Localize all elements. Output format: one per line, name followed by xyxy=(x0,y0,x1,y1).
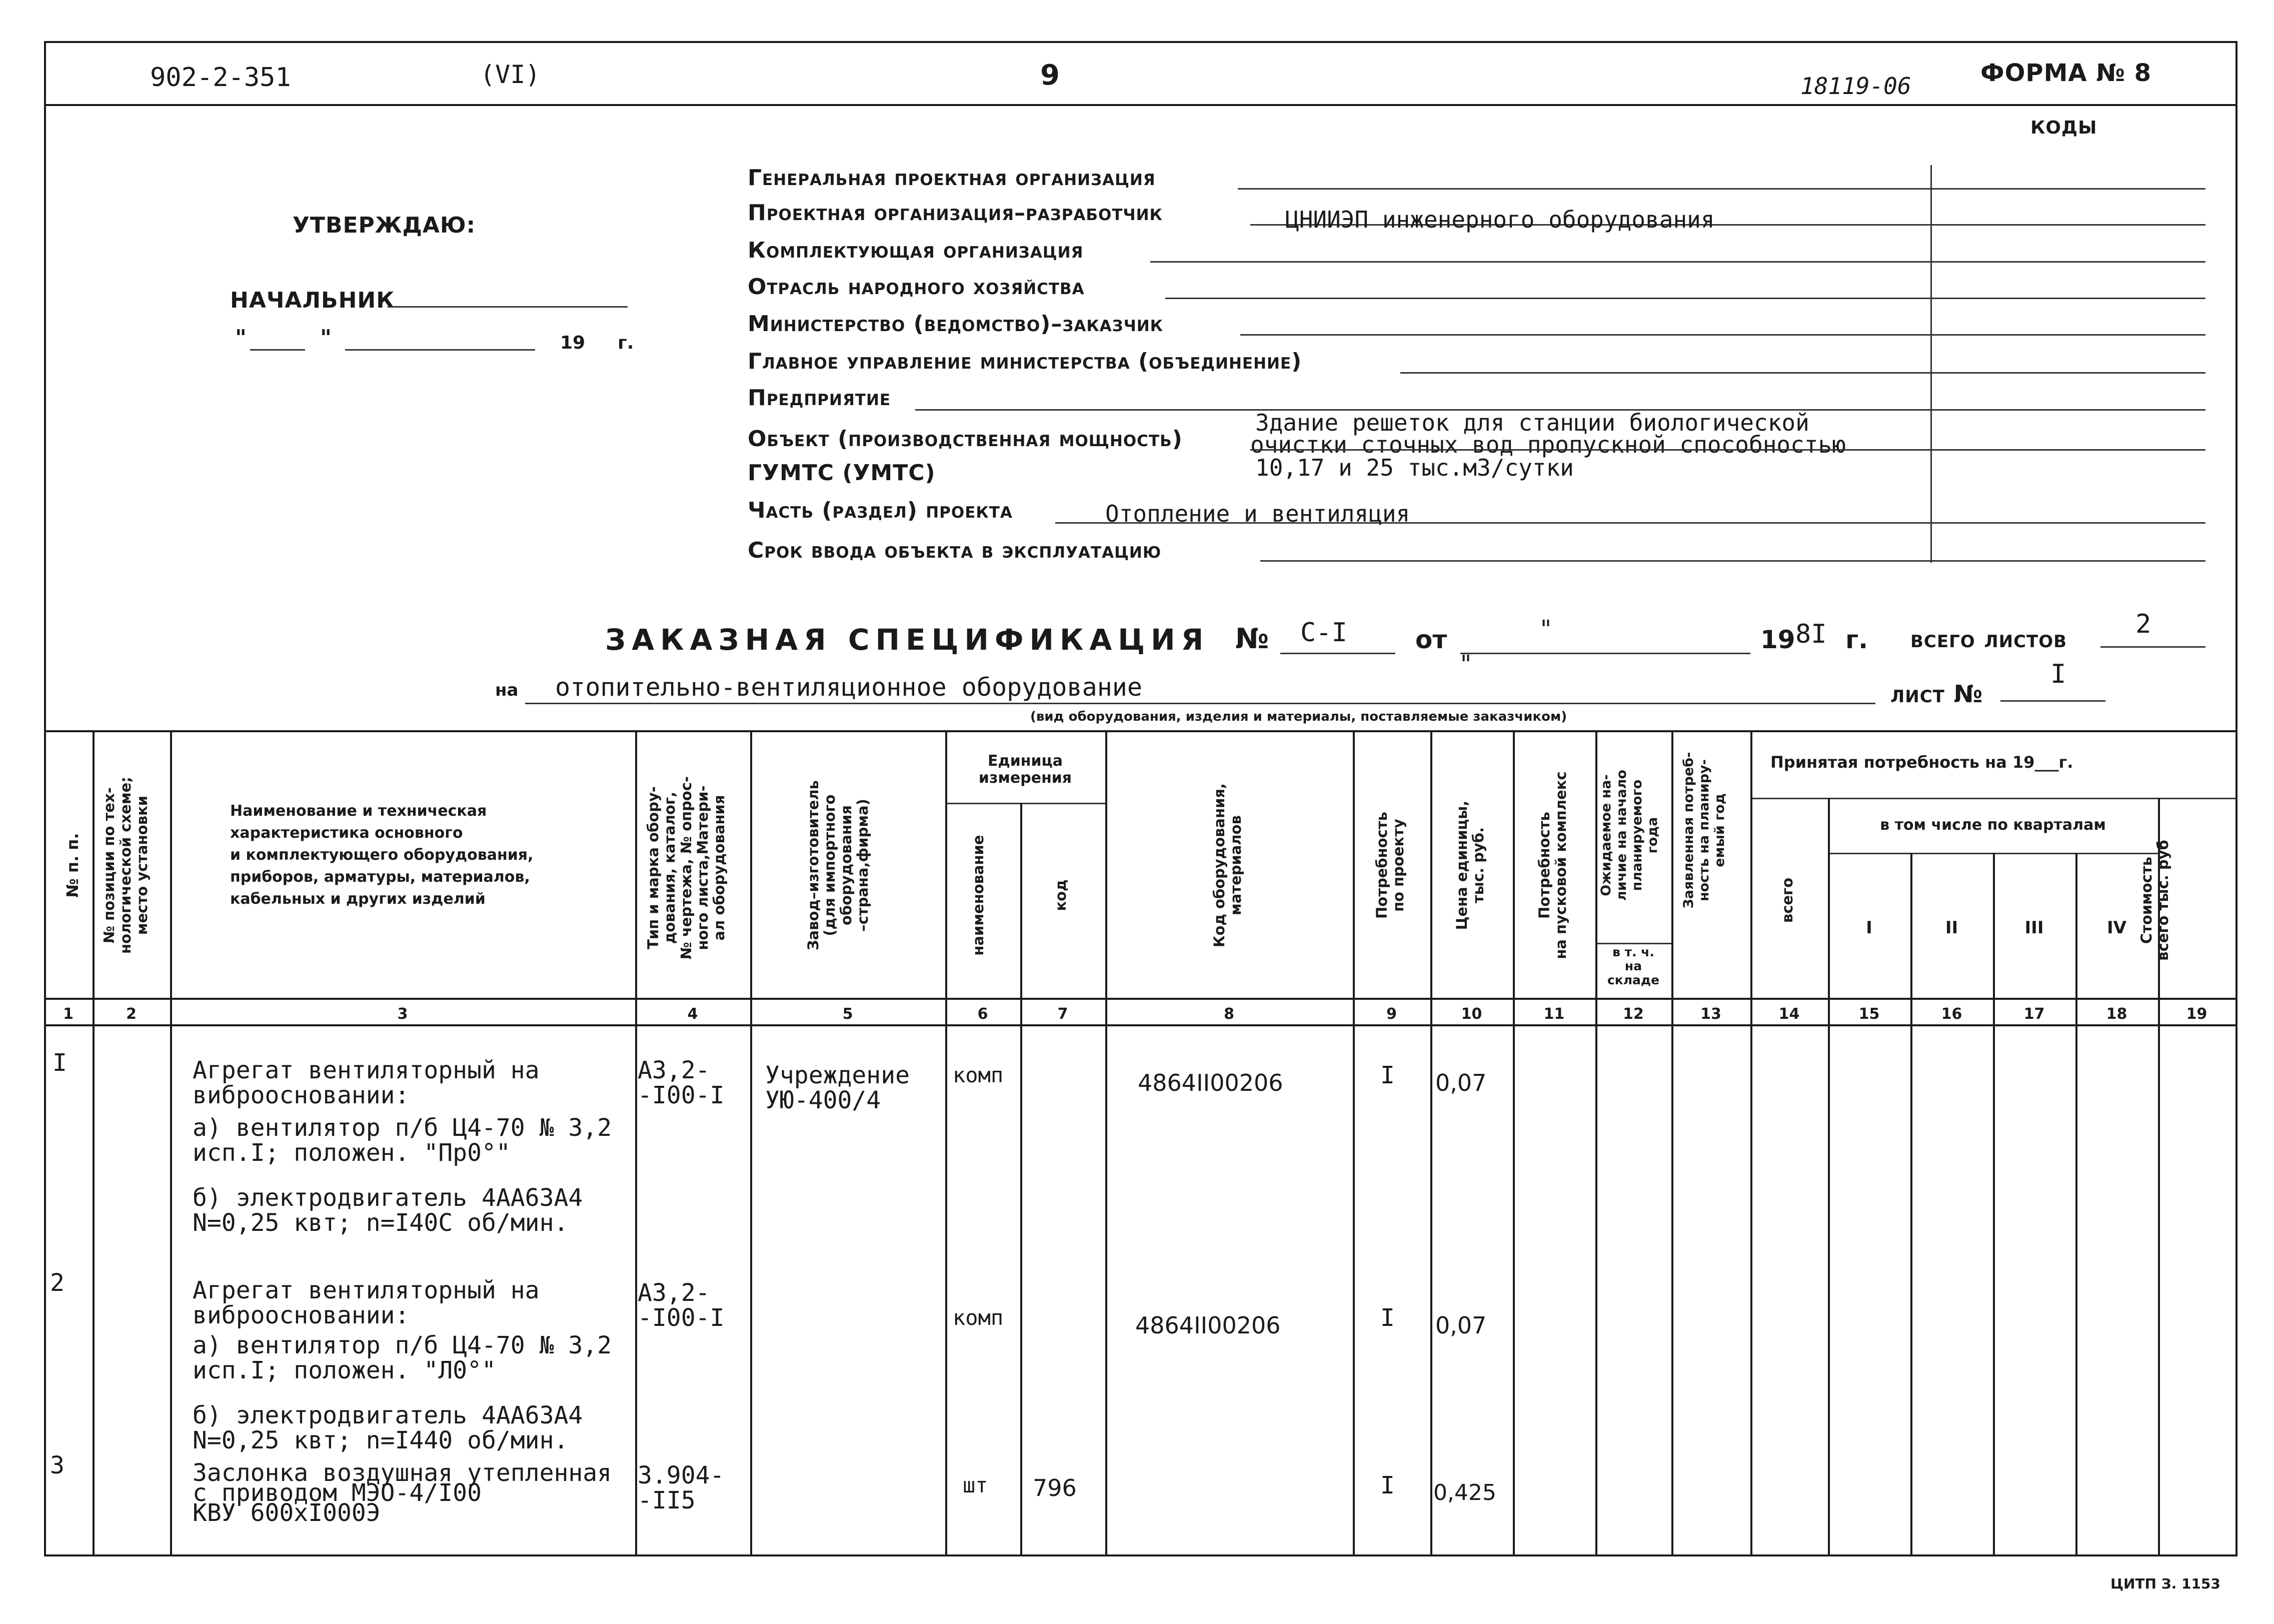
date-day-line xyxy=(250,349,305,351)
col-number: 12 xyxy=(1623,1005,1644,1023)
col-line xyxy=(93,730,95,1554)
col-line xyxy=(1020,803,1022,1554)
item-sub-a: а) вентилятор п/б Ц4-70 № 3,2 исп.I; положен. "Л0°" xyxy=(193,1331,612,1384)
sheet-label: лист № xyxy=(1890,680,1983,708)
item-maker: Учреждение УЮ-400/4 xyxy=(765,1061,910,1114)
org-field-line xyxy=(1238,188,2205,190)
col-line xyxy=(1353,730,1355,1554)
col-number: 11 xyxy=(1543,1005,1565,1023)
org-field-line xyxy=(1400,372,2205,374)
header-q1: I xyxy=(1866,918,1872,938)
page-number: 9 xyxy=(1040,59,1060,92)
col-number: 10 xyxy=(1461,1005,1482,1023)
col-number: 9 xyxy=(1386,1005,1397,1023)
header-c1: № п. п. xyxy=(63,833,82,898)
col-line xyxy=(1430,730,1432,1554)
col-line xyxy=(1595,730,1597,1554)
item-price: 0,07 xyxy=(1435,1069,1487,1096)
header-c4: Тип и марка обору- дования, каталог, № чертежа, № опрос- ного листа,Матери- ал оборудования xyxy=(645,776,728,960)
header-c7: код xyxy=(1052,879,1069,911)
spec-date-line xyxy=(1460,653,1750,654)
org-field-label: Срок ввода объекта в эксплуатацию xyxy=(748,538,1162,563)
header-c6: наименование xyxy=(970,835,987,956)
header-c3: Наименование и техническая характеристика основного и комплектующего оборудования, приборов, арматуры, материалов, кабельных и других изделий xyxy=(230,802,534,908)
header-unit-group: Единица измерения xyxy=(978,752,1072,787)
header-c12b: в т. ч. на складе xyxy=(1607,945,1660,987)
project-part-value: Отопление и вентиляция xyxy=(1105,500,1410,527)
col-line xyxy=(2075,853,2077,1554)
spec-subject-caption: (вид оборудования, изделия и материалы, поставляемые заказчиком) xyxy=(1030,709,1567,724)
header-c12: Ожидаемое на- личие на начало планируемого года xyxy=(1598,769,1660,901)
col-line xyxy=(750,730,752,1554)
col-number: 8 xyxy=(1224,1005,1234,1023)
item-name: Заслонка воздушная утепленная с приводом МЭО-4/I00 КВУ 600хI000Э xyxy=(193,1459,612,1527)
item-type: А3,2- -I00-I xyxy=(638,1056,725,1109)
org-field-label: Проектная организация–разработчик xyxy=(748,200,1163,226)
total-sheets-line xyxy=(2100,646,2205,648)
table-top xyxy=(44,730,2237,732)
spec-number-line xyxy=(1280,653,1395,654)
org-field-label: Комплектующая организация xyxy=(748,238,1084,263)
col-number: 6 xyxy=(977,1005,988,1023)
org-field-label: Отрасль народного хозяйства xyxy=(748,274,1085,300)
spec-number-label: № xyxy=(1235,623,1269,655)
table-header-bottom xyxy=(44,998,2237,1000)
approve-label: УТВЕРЖДАЮ: xyxy=(293,213,476,238)
header-q2: II xyxy=(1945,918,1958,938)
spec-date-quote-close: " xyxy=(1460,650,1472,678)
org-field-line xyxy=(1150,261,2205,263)
spec-year-prefix: 19 xyxy=(1760,625,1795,654)
item-sub-b: б) электродвигатель 4АА63А4 N=0,25 квт; n=I40С об/мин. xyxy=(193,1184,583,1237)
item-type: 3.904- -II5 xyxy=(638,1461,725,1514)
col-number-row-bottom xyxy=(44,1024,2237,1026)
col-line xyxy=(1671,730,1673,1554)
spec-date-quote-open: " xyxy=(1540,615,1552,643)
spec-from-label: от xyxy=(1415,625,1447,654)
item-price: 0,425 xyxy=(1433,1480,1496,1505)
item-unit: комп xyxy=(953,1063,1004,1087)
print-mark: ЦИТП З. 1153 xyxy=(2110,1575,2220,1592)
item-code: 4864II00206 xyxy=(1135,1312,1281,1339)
col-line xyxy=(1513,730,1515,1554)
header-quarters: в том числе по кварталам xyxy=(1880,816,2106,834)
col-number: 3 xyxy=(397,1005,408,1023)
header-c9: Потребность по проекту xyxy=(1373,812,1407,919)
archive-number: 18119-06 xyxy=(1800,73,1911,100)
col-line xyxy=(1828,798,1830,1554)
col-number: 14 xyxy=(1778,1005,1800,1023)
col-number: 16 xyxy=(1941,1005,1962,1023)
codes-label: КОДЫ xyxy=(2030,118,2097,138)
header-c5: Завод–изготовитель (для импортного оборудования –страна,фирма) xyxy=(805,780,871,951)
frame-top xyxy=(44,41,2237,43)
item-qty: I xyxy=(1380,1304,1395,1332)
item-qty: I xyxy=(1380,1061,1395,1089)
col-number: 13 xyxy=(1700,1005,1721,1023)
header-q3: III xyxy=(2024,918,2044,938)
header-c10: Цена единицы, тыс. руб. xyxy=(1453,800,1487,930)
total-sheets-value: 2 xyxy=(2135,609,2151,639)
item-name: Агрегат вентиляторный на виброосновании: xyxy=(193,1276,540,1329)
org-field-line xyxy=(1165,298,2205,299)
item-unit-code: 796 xyxy=(1033,1474,1077,1501)
object-value-line-3: 10,17 и 25 тыс.м3/сутки xyxy=(1255,454,1574,481)
item-qty: I xyxy=(1380,1471,1395,1499)
col-line xyxy=(635,730,637,1554)
col-line xyxy=(170,730,172,1554)
spec-title: ЗАКАЗНАЯ СПЕЦИФИКАЦИЯ xyxy=(605,623,1210,657)
col-line xyxy=(1993,853,1995,1554)
col-number: 15 xyxy=(1858,1005,1880,1023)
frame-right xyxy=(2235,41,2237,1556)
col-line xyxy=(1910,853,1912,1554)
col-number: 5 xyxy=(842,1005,853,1023)
object-value-line-2: очистки сточных вод пропускной способностью xyxy=(1250,431,1846,458)
object-value-line-1: Здание решеток для станции биологической xyxy=(1255,409,1809,436)
chief-signature-line xyxy=(388,306,628,308)
col-line xyxy=(1105,730,1107,1554)
sheet-value: I xyxy=(2050,659,2066,689)
form-label: ФОРМА № 8 xyxy=(1980,59,2152,87)
unit-group-divider xyxy=(945,803,1105,804)
col-number: 18 xyxy=(2106,1005,2127,1023)
col-number: 17 xyxy=(2023,1005,2045,1023)
col-line xyxy=(1750,730,1752,1554)
header-q4: IV xyxy=(2107,918,2126,938)
org-field-label: Объект (производственная мощность) xyxy=(748,426,1183,452)
row-number: 3 xyxy=(50,1451,65,1479)
org-field-label: Генеральная проектная организация xyxy=(748,165,1156,191)
org-field-value: ЦНИИЭП инженерного оборудования xyxy=(1285,206,1715,233)
date-year-prefix: 19 xyxy=(560,333,586,353)
object-line xyxy=(1250,449,2205,451)
col-number: 1 xyxy=(63,1005,74,1023)
item-unit: комп xyxy=(953,1305,1004,1330)
accepted-group-divider xyxy=(1750,798,2235,799)
header-c8: Код оборудования, материалов xyxy=(1211,783,1244,948)
col-number: 19 xyxy=(2186,1005,2207,1023)
item-code: 4864II00206 xyxy=(1138,1069,1283,1096)
org-field-line xyxy=(1240,334,2205,336)
sheet-line xyxy=(2000,700,2105,702)
header-accepted: Принятая потребность на 19___г. xyxy=(1770,753,2073,772)
total-sheets-label: всего листов xyxy=(1910,625,2067,653)
volume-number: (VI) xyxy=(480,60,541,89)
item-name: Агрегат вентиляторный на виброосновании: xyxy=(193,1056,540,1109)
org-field-label: Министерство (ведомство)–заказчик xyxy=(748,311,1164,337)
item-type: А3,2- -I00-I xyxy=(638,1279,725,1332)
date-month-line xyxy=(345,349,535,351)
org-field-label: Главное управление министерства (объединение) xyxy=(748,349,1302,374)
chief-label: НАЧАЛЬНИК xyxy=(230,288,395,313)
date-quote-close: " xyxy=(320,325,332,351)
date-year-suffix: г. xyxy=(618,333,634,353)
item-sub-b: б) электродвигатель 4АА63А4 N=0,25 квт; n=I440 об/мин. xyxy=(193,1401,583,1454)
table-bottom xyxy=(44,1554,2237,1556)
spec-subject: отопительно-вентиляционное оборудование xyxy=(555,673,1142,702)
header-c2: № позиции по тех- нологической схеме; место установки xyxy=(101,777,151,954)
spec-number: С-I xyxy=(1300,618,1347,648)
spec-year-suffix: г. xyxy=(1845,625,1868,654)
header-bar-bottom xyxy=(44,104,2237,106)
header-c19: Стоимость всего тыс. руб xyxy=(2138,840,2171,961)
org-field-label: ГУМТС (УМТС) xyxy=(748,460,936,486)
col-number: 4 xyxy=(687,1005,698,1023)
item-price: 0,07 xyxy=(1435,1312,1487,1339)
org-field-label: Часть (раздел) проекта xyxy=(748,498,1013,523)
row-number: 2 xyxy=(50,1269,65,1297)
col-line xyxy=(945,730,947,1554)
spec-subject-line xyxy=(525,703,1875,704)
date-quote-open: " xyxy=(235,325,247,351)
item-sub-a: а) вентилятор п/б Ц4-70 № 3,2 исп.I; положен. "Пр0°" xyxy=(193,1114,612,1167)
header-c14: всего xyxy=(1779,877,1796,923)
item-unit: шт xyxy=(963,1473,988,1497)
spec-on-label: на xyxy=(495,680,519,700)
header-c13: Заявленная потреб- ность на планиру- емый год xyxy=(1681,752,1727,909)
spec-year: 8I xyxy=(1795,619,1827,649)
org-field-line xyxy=(1260,560,2205,562)
doc-code: 902-2-351 xyxy=(150,63,291,93)
row-number: I xyxy=(53,1049,67,1077)
codes-column-divider xyxy=(1930,165,1932,563)
frame-left xyxy=(44,41,46,1556)
org-field-label: Предприятие xyxy=(748,385,891,411)
col-number: 7 xyxy=(1057,1005,1068,1023)
header-c11: Потребность на пусковой комплекс xyxy=(1536,771,1569,959)
c12-split xyxy=(1595,943,1671,944)
col-number: 2 xyxy=(126,1005,137,1023)
